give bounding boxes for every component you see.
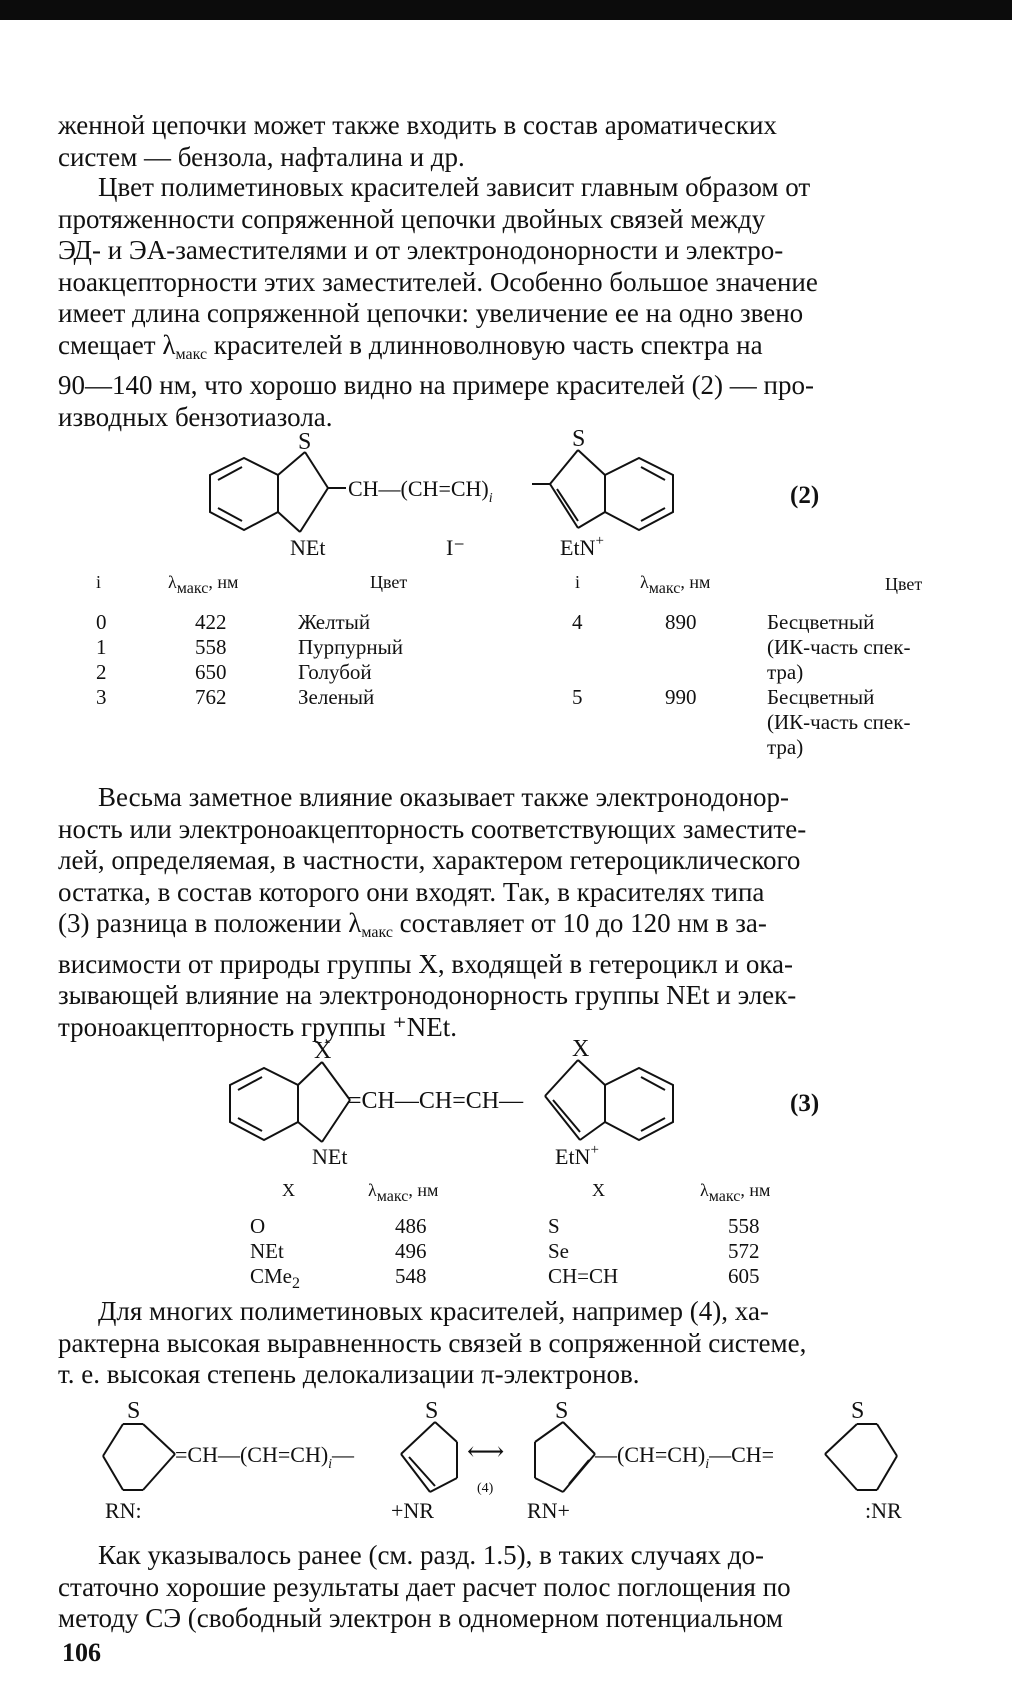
table-cell: 650 [195,660,227,684]
sulfur-right: S [572,430,586,452]
text-line-lambda [58,330,988,371]
header-x-2: X [592,1180,605,1200]
chain-index: i [488,491,493,506]
table-cell: 5 [572,685,583,709]
polymethine-chain: =CH—CH=CH— [348,1088,524,1114]
text-line: Как указывалось ранее (см. разд. 1.5), в таких случаях до- [98,1540,765,1570]
page-top-edge [0,0,1012,20]
chain-index: i [328,1457,333,1472]
table-cell: тра) [767,660,804,684]
table-cell: 0 [96,610,107,634]
paragraph-1 [58,110,988,173]
table-cell: Зеленый [298,685,375,709]
lambda-symbol: (3) разница в положении λ [58,908,362,938]
sulfur-4: S [851,1398,865,1424]
header-color-2: Цвет [885,574,923,594]
etn-right [555,1142,599,1169]
table-cell: Голубой [298,660,372,684]
text-line: остатка, в состав которого они входят. Так, в красителях типа [58,876,765,907]
lambda-subscript: макс [175,345,208,363]
text-line: ЭД- и ЭА-заместителями и от электронодонорности и электро- [58,235,784,265]
text-line: систем — бензола, нафталина и др. [58,141,465,172]
text-line: методу СЭ (свободный электрон в одномерном потенциальном [58,1603,783,1633]
text-line: Весьма заметное влияние оказывает также электронодонор- [98,782,789,812]
right-chain [594,1442,774,1472]
table-cell: 890 [665,610,697,634]
text-line: протяженности сопряженной цепочки двойных связей между [58,203,766,234]
resonance-arrow: ⟷ [467,1437,505,1466]
chain-end: — [332,1442,355,1467]
table-2 [0,570,1012,770]
polymethine-chain [348,476,493,506]
header-x: X [282,1180,295,1200]
table-cell: O [250,1214,266,1238]
table-cell: 605 [728,1264,760,1288]
table-cell: Пурпурный [298,635,403,659]
header-lambda-2: λмакс, нм [700,1180,771,1205]
etn-text: EtN [555,1144,591,1169]
table-cell: 990 [665,685,697,709]
rn-plus: RN+ [527,1498,570,1523]
paragraph-4 [58,1296,988,1391]
x-right: X [572,1040,590,1062]
table-cell: 558 [728,1214,760,1238]
table-cell: Бесцветный [767,610,875,634]
table-cell: 572 [728,1239,760,1263]
table-cell: NEt [250,1239,284,1263]
table-cell: Бесцветный [767,685,875,709]
table-cell: 486 [395,1214,427,1238]
rn-left: RN: [105,1498,142,1523]
sulfur-1: S [127,1398,141,1424]
nr-plus: +NR [391,1498,434,1523]
paragraph-2 [58,172,988,433]
header-i: i [96,572,102,592]
text-line: висимости от природы группы X, входящей в гетероцикл и ока- [58,948,793,979]
formula-number-2: (2) [790,482,820,509]
paragraph-3 [58,782,988,1043]
etn-right [560,533,604,560]
text-line: 90—140 нм, что хорошо видно на примере красителей (2) — про- [58,370,814,400]
sulfur-3: S [555,1398,569,1424]
table-cell: 548 [395,1264,427,1288]
text-fragment: составляет от 10 до 120 нм в за- [392,908,767,938]
paragraph-5 [58,1540,988,1635]
etn-text: EtN [560,535,596,560]
left-chain [175,1442,355,1472]
text-line: изводных бензотиазола. [58,401,333,432]
text-line: ноакцепторности этих заместителей. Особенно большое значение [58,266,818,297]
net-left: NEt [290,535,326,560]
table-cell: CH=CH [548,1264,619,1288]
table-cell: тра) [767,735,804,759]
table-cell: 1 [96,635,107,659]
plus-charge: + [590,1142,599,1158]
formula-4-structure [95,1398,965,1524]
text-line: женной цепочки может также входить в состав ароматических [58,110,777,140]
text-line: Для многих полиметиновых красителей, например (4), ха- [98,1296,769,1326]
chain-text: CH—(CH=CH) [348,476,489,501]
text-line: Цвет полиметиновых красителей зависит главным образом от [98,172,811,202]
nr-colon: :NR [865,1498,902,1523]
plus-charge: + [595,533,604,549]
header-i-2: i [575,572,581,592]
text-line: троноакцепторность группы ⁺NEt. [58,1011,457,1042]
chain-text: —(CH=CH) [595,1442,706,1467]
formula-3-structure [210,1040,770,1170]
formula-number-3: (3) [790,1090,820,1117]
table-cell: Se [548,1239,569,1263]
text-line: зывающей влияние на электронодонорность группы NEt и элек- [58,980,797,1010]
table-cell: 4 [572,610,583,634]
header-lambda-2: λмакс, нм [640,572,711,597]
table-cell: 762 [195,685,227,709]
net-left: NEt [312,1144,348,1169]
table-cell: (ИК-часть спек- [767,710,911,734]
table-cell: CMe$_2$ [250,1264,300,1292]
table-cell: 496 [395,1239,427,1263]
table-cell: 2 [96,660,107,684]
table-cell: 422 [195,610,227,634]
text-line: статочно хорошие результаты дает расчет полос поглощения по [58,1571,791,1602]
iodide-anion: I⁻ [446,535,465,560]
chain-end: —CH= [709,1442,775,1467]
x-left: X [314,1040,332,1064]
table-cell: 558 [195,635,227,659]
header-color: Цвет [370,572,408,592]
text-fragment: красителей в длинноволновую часть спектра на [207,329,763,360]
table-cell: 3 [96,685,107,709]
lambda-subscript: макс [361,924,393,941]
table-cell: S [548,1214,560,1238]
header-lambda: λмакс, нм [168,572,239,597]
table-cell: Желтый [298,610,371,634]
text-line: т. е. высокая степень делокализации π-электронов. [58,1359,640,1389]
text-line-lambda [58,908,988,949]
text-line: рактерна высокая выравненность связей в сопряженной системе, [58,1327,807,1358]
formula-number-4: (4) [477,1481,494,1496]
sulfur-2: S [425,1398,439,1424]
table-cell: (ИК-часть спек- [767,635,911,659]
text-line: ность или электроноакцепторность соответствующих заместите- [58,813,807,844]
page-number: 106 [62,1638,101,1667]
lambda-symbol: смещает λ [58,329,176,360]
text-line: имеет длина сопряженной цепочки: увеличение ее на одно звено [58,298,804,328]
chain-index: i [705,1457,710,1472]
table-3 [0,1178,1012,1292]
header-lambda: λмакс, нм [368,1180,439,1205]
sulfur-left: S [298,430,312,455]
text-line: лей, определяемая, в частности, характером гетероциклического [58,845,801,875]
chain-text: =CH—(CH=CH) [175,1442,329,1467]
